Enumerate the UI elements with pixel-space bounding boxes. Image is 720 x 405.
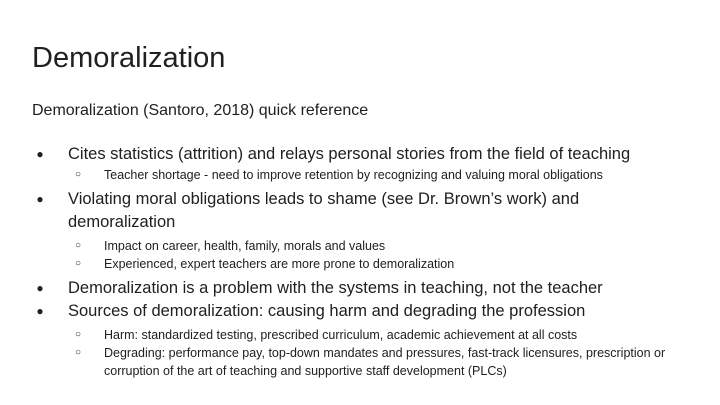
- sub-bullet-icon: ○: [75, 240, 82, 251]
- sub-list-item: [32, 344, 702, 380]
- list-item-text: Violating moral obligations leads to shame (see Dr. Brown’s work) and demoralization: [68, 190, 580, 231]
- sub-list-item: [32, 237, 702, 255]
- bullet-list: [32, 143, 702, 380]
- sub-bullet-icon: ○: [75, 329, 82, 340]
- sub-list-item-text: Teacher shortage - need to improve retention by recognizing and valuing moral obligations: [104, 168, 603, 182]
- sub-list-item: [32, 326, 702, 344]
- sub-list-item-text: Degrading: performance pay, top-down mandates and pressures, fast-track licensures, prescription or corruption of the art of teaching and supportive staff development (PLCs): [104, 346, 666, 378]
- slide-subtitle: Demoralization (Santoro, 2018) quick reference: [32, 102, 369, 119]
- bullet-icon: ●: [36, 147, 44, 161]
- sub-list-item: [32, 255, 702, 273]
- list-item: [32, 188, 668, 234]
- slide-title: Demoralization: [32, 42, 226, 74]
- sub-list-item-text: Experienced, expert teachers are more prone to demoralization: [104, 257, 455, 271]
- sub-list-item-text: Harm: standardized testing, prescribed curriculum, academic achievement at all costs: [104, 328, 578, 342]
- list-item: [32, 143, 702, 166]
- sub-list-item: [32, 166, 702, 184]
- sub-bullet-icon: ○: [75, 347, 82, 358]
- list-item: [32, 277, 702, 300]
- list-item-text: Cites statistics (attrition) and relays personal stories from the field of teaching: [68, 145, 631, 163]
- sub-bullet-icon: ○: [75, 258, 82, 269]
- sub-bullet-icon: ○: [75, 169, 82, 180]
- bullet-icon: ●: [36, 281, 44, 295]
- sub-list-item-text: Impact on career, health, family, morals and values: [104, 239, 386, 253]
- bullet-icon: ●: [36, 192, 44, 206]
- bullet-icon: ●: [36, 304, 44, 318]
- list-item: [32, 300, 702, 323]
- list-item-text: Sources of demoralization: causing harm and degrading the profession: [68, 302, 586, 320]
- list-item-text: Demoralization is a problem with the systems in teaching, not the teacher: [68, 279, 603, 297]
